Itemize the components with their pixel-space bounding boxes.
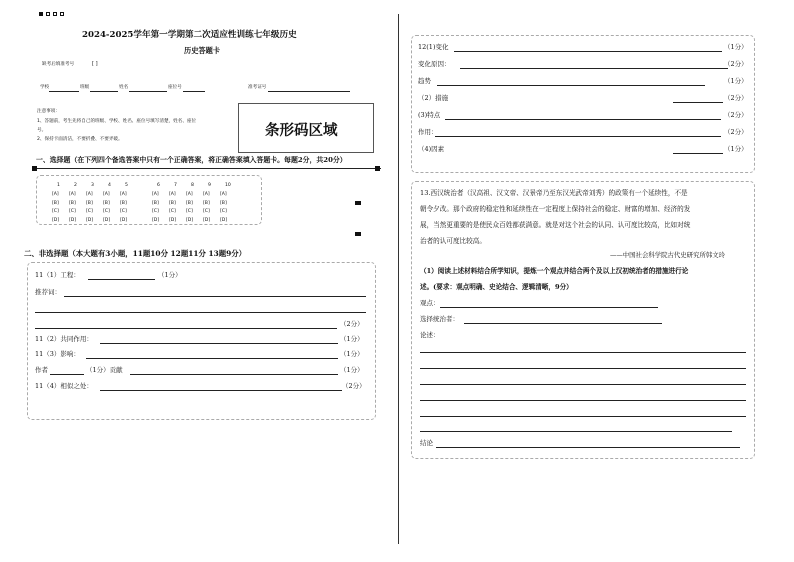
q13-conclusion-label: 结论 [420, 439, 433, 447]
q12-answer-line[interactable] [437, 85, 705, 86]
seat-field[interactable] [183, 91, 205, 92]
q13-passage-line: 朝令夕改。那个政府的稳定性和延续性在一定程度上保持社会的稳定、财富的增加、经济的发 [420, 205, 691, 213]
choice-bubble[interactable]: [A] [169, 192, 176, 197]
q12-row-label: 12(1)变化 [418, 43, 449, 51]
choice-bubble[interactable]: [A] [69, 192, 76, 197]
choice-bubble[interactable]: [A] [86, 192, 93, 197]
page-divider [398, 14, 399, 544]
seat-label: 座位号 [168, 85, 182, 90]
q13-argument-line[interactable] [420, 400, 746, 401]
q13-argument-label: 论述： [420, 331, 440, 339]
absent-checkbox[interactable]: [ ] [92, 61, 98, 67]
q12-row-score: （1分） [724, 145, 748, 153]
choice-bubble[interactable]: [D] [203, 217, 211, 223]
question-number: 4 [108, 183, 111, 188]
section2-title: 二、非选择题（本大题有3小题，11题10分 12题11分 13题9分） [24, 249, 247, 258]
marker-square [39, 12, 43, 16]
q11-3-label: 11（3）影响： [35, 350, 80, 358]
marker-square [355, 232, 361, 236]
q12-row-label: （2）措施 [418, 94, 449, 102]
q13-ruler-line[interactable] [464, 323, 662, 324]
choice-bubble[interactable]: [A] [203, 192, 210, 197]
page-title: 2024-2025学年第一学期第二次适应性训练七年级历史 [82, 30, 297, 40]
q12-row-score: （1分） [724, 43, 748, 51]
q11-4-label: 11（4）相似之处： [35, 382, 93, 390]
question-number: 5 [125, 183, 128, 188]
choice-bubble[interactable]: [A] [103, 192, 110, 197]
q11-2-score: （1分） [340, 335, 364, 343]
q11-recommend-line-2[interactable] [35, 312, 366, 313]
q13-passage-line: 治者的认可度比较高。 [420, 237, 486, 245]
choice-bubble[interactable]: [B] [69, 200, 76, 206]
q13-source: ——中国社会科学院古代史研究所韩文玲 [610, 251, 726, 259]
notice-item: 号。 [37, 128, 47, 133]
q12-answer-line[interactable] [435, 136, 721, 137]
choice-bubble[interactable]: [D] [69, 217, 77, 223]
choice-bubble[interactable]: [B] [203, 200, 210, 206]
choice-bubble[interactable]: [D] [103, 217, 111, 223]
choice-bubble[interactable]: [B] [186, 200, 193, 206]
q12-row-label: (3)特点 [418, 111, 441, 119]
q11-recommend-line-1[interactable] [64, 296, 366, 297]
question-number: 7 [174, 183, 177, 188]
q13-viewpoint-label: 观点： [420, 299, 440, 307]
q12-answer-line[interactable] [454, 51, 722, 52]
q11-2-label: 11（2）共同作用： [35, 335, 93, 343]
absent-label: 缺考后填准考号 [42, 62, 75, 67]
section1-bar [35, 168, 381, 169]
choice-bubble[interactable]: [C] [186, 209, 193, 214]
notice-title: 注意事项： [37, 109, 60, 114]
q11-recommend-label: 推荐词： [35, 288, 61, 296]
q13-prompt-line: （1）阅读上述材料结合所学知识，提炼一个观点并结合两个及以上汉初统治者的措施进行论 [420, 267, 689, 275]
q12-row-label: （4)因素 [418, 145, 445, 153]
choice-bubble[interactable]: [D] [86, 217, 94, 223]
choice-bubble[interactable]: [B] [152, 200, 159, 206]
choice-bubble[interactable]: [B] [169, 200, 176, 206]
choice-bubble[interactable]: [A] [120, 192, 127, 197]
choice-bubble[interactable]: [C] [220, 209, 227, 214]
school-field[interactable] [49, 91, 79, 92]
choice-bubble[interactable]: [B] [220, 200, 227, 206]
q13-conclusion-line[interactable] [436, 447, 740, 448]
q11-3-answer-line[interactable] [86, 358, 338, 359]
q11-2-answer-line[interactable] [100, 343, 338, 344]
choice-bubble[interactable]: [D] [120, 217, 128, 223]
q12-row-score: （2分） [724, 128, 748, 136]
q11-1-label: 11（1）工程： [35, 271, 80, 279]
choice-bubble[interactable]: [D] [186, 217, 194, 223]
q11-author-score: （1分） [340, 366, 364, 374]
q12-answer-line[interactable] [460, 68, 728, 69]
q11-author-label: 作者 [35, 366, 48, 374]
q12-row-score: （2分） [724, 94, 748, 102]
choice-bubble[interactable]: [A] [152, 192, 159, 197]
q11-4-answer-line[interactable] [100, 390, 342, 391]
q13-prompt-line: 述。(要求：观点明确、史论结合、逻辑清晰，9分） [420, 283, 573, 291]
question-number: 8 [191, 183, 194, 188]
class-field[interactable] [90, 91, 118, 92]
choice-bubble[interactable]: [B] [103, 200, 110, 206]
page-subtitle: 历史答题卡 [184, 46, 220, 55]
marker-square [32, 166, 37, 171]
q11-recommend-score: （2分） [340, 320, 364, 328]
q12-row-score: （2分） [724, 60, 748, 68]
marker-square [355, 201, 361, 205]
q11-author-line[interactable] [50, 374, 84, 375]
choice-bubble[interactable]: [A] [186, 192, 193, 197]
choice-bubble[interactable]: [C] [69, 209, 76, 214]
choice-bubble[interactable]: [C] [86, 209, 93, 214]
choice-bubble[interactable]: [B] [52, 200, 59, 206]
exam-no-label: 准考证号 [248, 85, 267, 90]
q12-row-score: （2分） [724, 111, 748, 119]
q13-ruler-label: 选择统治者： [420, 315, 459, 323]
choice-bubble[interactable]: [B] [86, 200, 93, 206]
q11-3-score: （1分） [340, 350, 364, 358]
choice-bubble[interactable]: [D] [169, 217, 177, 223]
choice-bubble[interactable]: [C] [52, 209, 59, 214]
q11-4-score: （2分） [342, 382, 366, 390]
choice-bubble[interactable]: [C] [152, 209, 159, 214]
name-field[interactable] [129, 91, 167, 92]
question-number: 3 [91, 183, 94, 188]
choice-bubble[interactable]: [B] [120, 200, 127, 206]
q12-answer-line[interactable] [445, 119, 721, 120]
choice-bubble[interactable]: [D] [52, 217, 60, 223]
q13-argument-line[interactable] [420, 352, 746, 353]
q13-viewpoint-line[interactable] [440, 307, 658, 308]
school-label: 学校 [40, 85, 50, 90]
q13-argument-line[interactable] [420, 416, 746, 417]
marker-square [375, 166, 380, 171]
choice-bubble[interactable]: [C] [203, 209, 210, 214]
choice-bubble[interactable]: [C] [120, 209, 127, 214]
barcode-label: 条形码区域 [265, 123, 338, 139]
question-number: 6 [157, 183, 160, 188]
q11-contribution-line[interactable] [130, 374, 338, 375]
q11-author-mid: （1分）贡献 [86, 366, 123, 374]
q13-passage-line: 13.西汉统治者（汉高祖、汉文帝、汉景帝乃至东汉光武帝刘秀）的政策有一个延续性，不是 [420, 189, 688, 197]
choice-bubble[interactable]: [D] [220, 217, 228, 223]
notice-item: 1、答题前，考生先将自己的班级、学校、姓名、座位号填写清楚，姓名、座位 [37, 119, 197, 124]
q13-passage-line: 展，当然更重要的是使民众百姓都获满意。就是对这个社会的认同、认可度比较高，比如对统 [420, 221, 691, 229]
choice-bubble[interactable]: [A] [52, 192, 59, 197]
barcode-area [238, 103, 374, 153]
marker-square-hollow [53, 12, 57, 16]
q12-answer-line[interactable] [673, 153, 723, 154]
notice-item: 2、保持卡面清洁，不要折叠、不要弄破。 [37, 137, 123, 142]
question-number: 10 [225, 183, 231, 188]
choice-bubble[interactable]: [C] [103, 209, 110, 214]
marker-square-hollow [60, 12, 64, 16]
question-number: 9 [208, 183, 211, 188]
q11-1-score: （1分） [158, 271, 182, 279]
q12-row-label: 作用： [418, 128, 438, 136]
q13-argument-line[interactable] [420, 431, 732, 432]
choice-bubble[interactable]: [D] [152, 217, 160, 223]
q13-argument-line[interactable] [420, 368, 746, 369]
choice-bubble[interactable]: [A] [220, 192, 227, 197]
q12-row-label: 变化原因： [418, 60, 451, 68]
question-number: 2 [74, 183, 77, 188]
q11-recommend-line-3[interactable] [35, 328, 337, 329]
question-number: 1 [57, 183, 60, 188]
exam-no-field[interactable] [268, 91, 350, 92]
q13-argument-line[interactable] [420, 384, 746, 385]
marker-square-hollow [46, 12, 50, 16]
section1-title: 一、选择题（在下列四个备选答案中只有一个正确答案，将正确答案填入答题卡。每题2分，共20分） [36, 156, 347, 164]
class-label: 班级 [80, 85, 90, 90]
q12-row-label: 趋势 [418, 77, 431, 85]
name-label: 姓名 [119, 85, 129, 90]
q11-1-answer-line[interactable] [88, 279, 155, 280]
q12-answer-line[interactable] [673, 102, 723, 103]
q12-row-score: （1分） [724, 77, 748, 85]
choice-bubble[interactable]: [C] [169, 209, 176, 214]
